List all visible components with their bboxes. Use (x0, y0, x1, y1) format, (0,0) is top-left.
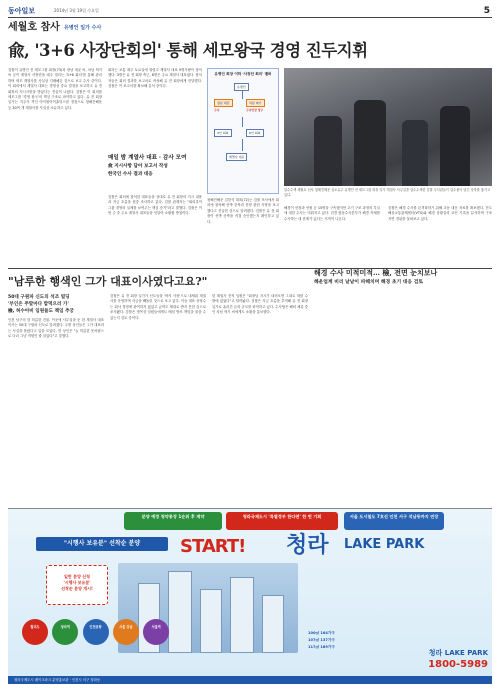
pull-quote (108, 154, 202, 180)
newspaper-name: 동아일보 (8, 6, 36, 15)
ad-pill: 서울 도시철도 7호선 인천 서구 석남동까지 연장 (344, 512, 444, 530)
section-subtitle: 유병언 일가 수사 (64, 25, 102, 31)
location-circle: 인천공항 (83, 619, 109, 645)
ad-stamp-line: 일반 분양 신청 (64, 574, 90, 579)
pull-quote-line-1: 매일 밤 계열사 대표 · 감사 모여 (108, 155, 187, 161)
story2-subhead: 50대 구원파 신도의 석조 빌딩 (8, 295, 70, 300)
story2-column-2: 검찰은 유 전 회장 일가가 신도들을 '바지 사장'으로 내세워 계열사를 운영하며 자금을 빼돌린 것으로 보고 있다. 이들 대표 상당수는 회사 경영에 관여하지 않았고 급여도 제대로 받지 못한 것으로 조사됐다. 검찰은 명목상 임원들에게도 배임 방조 책임을 물을 수 있는지 검토 중이다. (110, 294, 206, 320)
ad-contact[interactable] (398, 649, 488, 672)
ad-phone-number[interactable]: 1800-5989 (428, 659, 488, 671)
article-column-2b: 검찰은 회의에 참석한 대표들을 상대로 유 전 회장의 지시 내용과 자금 흐름을 집중 조사하고 있다. 검찰 관계자는 "회의록이 그룹 경영의 실체를 보여주는 핵심 증거"라고 말했다. 검찰은 이번 주 중 주요 계열사 대표들을 잇달아 소환할 방침이다. (108, 195, 202, 216)
floor-plan-item: 100㎡ 164가구 (308, 631, 335, 635)
article-column-2: 회의는 보통 매주 토요일에 열렸고 계열사 대표 9명가량이 참석했다. 3명은 유 전 회장 측근, 6명은 주요 계열사 대표였다. 참석자들은 회의 결과를 보고서로 작성해 유 전 회장에게 전달했다. 검찰은 이 보고서를 확보해 분석 중이다. (108, 68, 202, 89)
org-diagram (207, 68, 279, 194)
story2-subhead: '부인은 주말마다 밥먹으러 가' (8, 302, 69, 307)
diagram-callout: 구속영장 청구 (246, 108, 264, 112)
location-circle: 청라역 (52, 619, 78, 645)
news-photo (284, 68, 492, 186)
pull-quote-line-3: 한국인 수사 결과 대응 (108, 172, 153, 177)
floor-plan-item: 117㎡ 189가구 (308, 644, 335, 649)
main-headline: 兪, '3+6 사장단회의' 통해 세모왕국 경영 진두지휘 (8, 41, 368, 60)
ad-start-text: START! (180, 536, 246, 557)
diagram-connector (242, 117, 243, 127)
diagram-connector (242, 91, 243, 99)
ad-logo-sub: LAKE PARK (344, 537, 425, 552)
story2-column-1: 인천 남구의 한 허름한 건물. 이곳에 사무실을 둔 한 계열사 대표이사는 50대 구원파 신도로 알려졌다. 주변 상인들은 그가 대표라는 사실을 몰랐다고 입을 모았다. 한 상인은 "늘 허름한 옷차림으로 다녀 그냥 직원인 줄 알았다"고 말했다. (8, 318, 104, 339)
side-story-headline: 해경 수사 미적미적… 檢, 전면 눈치보나 (314, 268, 438, 277)
diagram-node: 유병언 (234, 83, 249, 91)
advertisement[interactable] (8, 508, 492, 684)
diagram-callout: 구속 (214, 108, 220, 112)
ad-stamp-line: 선착순 분양 개시! (61, 586, 93, 591)
story2-column-3: 한 계열사 전직 임원은 "회장님 지시가 내려오면 그대로 따를 수밖에 없었다"고 털어놨다. 검찰은 자금 흐름을 추적해 유 전 회장 일가로 흘러간 돈의 규모를 파악하고 있다. 수사팀은 해외 체류 중인 차남 혁기 씨에게도 소환을 통보했다. (212, 294, 308, 315)
story2-subhead: 檢, 허수아비 임원들도 책임 추궁 (8, 309, 74, 314)
article-column-4: 해경이 선장과 선원 등 15명을 구속했지만 초기 구조 과정의 부실에 대한 수사는 미뤄지고 있다. 검경 합동수사본부가 해경 자체를 수사하는 데 한계가 있다는 지적이 나온다. (284, 206, 380, 221)
ad-pill: 분양 예정 청약통장 1순위 후 계약 (124, 512, 222, 530)
story2-headline: "남루한 행색인 그가 대표이사였다고요?" (8, 268, 492, 290)
photo-caption: 압수수색 세월호 선사 청해진해운 실소유주 유병언 전 세모그룹 회장 일가 계열사 사무실을 압수수색한 검찰 수사관들이 압수품이 담긴 상자를 옮기고 있다. (284, 188, 491, 197)
diagram-node: 3인 회의 (214, 129, 232, 137)
ad-stamp-line: '시행사 보유분' (63, 580, 91, 585)
section-header (8, 21, 492, 35)
section-name: 세월호 참사 (8, 22, 60, 33)
side-story (314, 268, 492, 287)
location-circles (22, 619, 272, 659)
diagram-node: 계열사 대표 (226, 153, 247, 161)
masthead (8, 6, 492, 18)
ad-stamp (46, 565, 108, 605)
ad-bottom-bar: 청라국제도시 레이크파크 분양홍보관 · 인천시 서구 청라동 (8, 676, 492, 684)
article-column-1: 검찰이 유병언 전 세모그룹 회장(73)과 장남 대균 씨, 차남 혁기 씨 등이 계열사 사장단을 매주 열리는 '3+6 회의'를 통해 관리하며 세모 계열사를 사실상 지배해온 것으로 보고 수사 중이다. 이 회의에서 계열사 대표는 경영상 중요 결정을 보고하고 유 전 회장의 지시사항을 받았다는 진술이 나왔다. 검찰은 이 회의를 세모그룹 '경영 왕국'의 핵심 구조로 파악하고 있다. 유 전 회장 일가는 지주사 격인 아이원아이홀딩스를 정점으로 청해진해운 등 30여 개 계열사를 사실상 소유하고 있다. (8, 68, 102, 110)
location-circle: 서울역 (143, 619, 169, 645)
ad-pill: 청라국제도시 '특별정부 한다면' 한 번 기회 (226, 512, 338, 530)
pull-quote-line-2: 兪 지시사항 담아 보고서 작성 (108, 163, 168, 169)
article-column-5: 검찰은 해경 수사를 본격화하기 위해 초동 대응 자료를 확보했다. 진도 해상교통관제센터(VTS)와 해경 상황실의 교신 기록을 분석하며 구조 지연 경위를 살펴보고 있다. (388, 206, 492, 221)
diagram-node: 차남 혁기 (246, 99, 265, 107)
side-story-subhead: 해운업계 비리 낱낱이 파헤치며 해경 초기 대응 검토 (314, 280, 424, 286)
diagram-connector (242, 139, 243, 151)
ad-banner: "시행사 보유분" 선착순 분양 (36, 537, 168, 551)
location-circle: 서울 강남 (113, 619, 139, 645)
diagram-node: 장남 대균 (214, 99, 233, 107)
issue-date: 2014년 3월 19일 수요일 (54, 8, 99, 13)
ad-brand: 청라 LAKE PARK (428, 649, 488, 657)
floor-plans (308, 631, 390, 652)
ad-logo: 청라 (286, 532, 329, 558)
diagram-node: 6인 회의 (246, 129, 264, 137)
floor-plan-item: 107㎡ 137가구 (308, 637, 335, 642)
location-circle: 월미도 (22, 619, 48, 645)
page-number: 5 (483, 6, 490, 16)
article-column-3: 청해진해운 김한식 대표(72)는 검찰 조사에서 회의에 참석해 선박 증축과 운항 관련 사항을 보고했다고 진술한 것으로 알려졌다. 검찰은 유 전 회장이 선박 증축을 직접 승인했는지 확인하고 있다. (207, 198, 279, 224)
diagram-title: 유병언 회장 이하 '사장단 회의' 멤버 (214, 72, 272, 76)
